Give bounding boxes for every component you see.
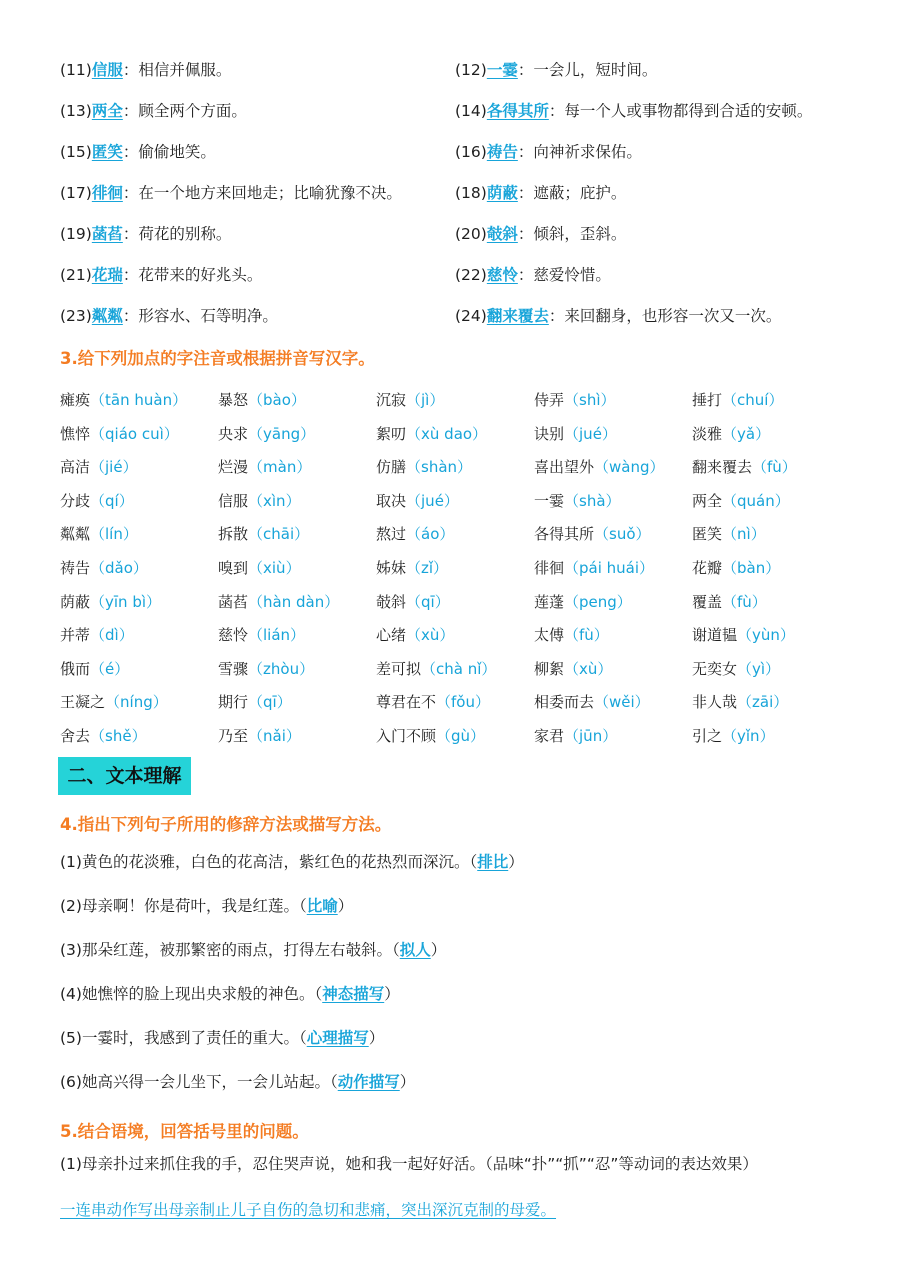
- pinyin-row: [60, 653, 890, 687]
- pinyin-item: 各得其所（suǒ）: [534, 525, 651, 544]
- definition-row: [60, 216, 880, 257]
- section-title: 二、文本理解: [58, 757, 191, 795]
- pinyin-item: 翻来覆去（fù）: [692, 458, 797, 477]
- question-3-heading: 3.给下列加点的字注音或根据拼音写汉字。: [60, 349, 375, 368]
- pinyin-item: 心绪（xù）: [376, 626, 455, 645]
- answer: 神态描写: [322, 985, 385, 1003]
- definition-row: [60, 52, 880, 93]
- definition-item: (24)翻来覆去：来回翻身，也形容一次又一次。: [455, 307, 782, 325]
- pinyin-item: 瘫痪（tān huàn）: [60, 391, 188, 409]
- pinyin-item: 王凝之（níng）: [60, 693, 168, 712]
- pinyin-row: [60, 552, 890, 586]
- pinyin-item: 诀别（jué）: [534, 424, 617, 443]
- pinyin-item: 拆散（chāi）: [218, 525, 310, 544]
- question-item: (3)那朵红莲，被那繁密的雨点，打得左右攲斜。（拟人）: [60, 941, 447, 959]
- definition-item: (14)各得其所：每一个人或事物都得到合适的安顿。: [455, 102, 813, 120]
- definition-item: (17)徘徊：在一个地方来回地走；比喻犹豫不决。: [60, 184, 402, 202]
- pinyin-item: 粼粼（lín）: [60, 525, 138, 544]
- pinyin-item: 嗅到（xiù）: [218, 558, 301, 577]
- pinyin-item: 无奕女（yì）: [692, 659, 781, 678]
- pinyin-item: 引之（yǐn）: [692, 726, 775, 745]
- definition-item: (22)慈怜：慈爱怜惜。: [455, 266, 611, 284]
- pinyin-item: 尊君在不（fǒu）: [376, 693, 490, 712]
- answer: 排比: [477, 853, 509, 871]
- pinyin-item: 央求（yāng）: [218, 424, 316, 443]
- pinyin-item: 絮叨（xù dao）: [376, 424, 488, 443]
- pinyin-row: [60, 686, 890, 720]
- definition-item: (13)两全：顾全两个方面。: [60, 102, 247, 120]
- pinyin-item: 柳絮（xù）: [534, 659, 613, 678]
- pinyin-item: 慈怜（lián）: [218, 626, 306, 645]
- pinyin-item: 太傅（fù）: [534, 626, 609, 645]
- pinyin-item: 荫蔽（yīn bì）: [60, 592, 162, 611]
- pinyin-row: [60, 485, 890, 519]
- question-4-heading: 4.指出下列句子所用的修辞方法或描写方法。: [60, 815, 392, 834]
- question-5-heading: 5.结合语境，回答括号里的问题。: [60, 1122, 309, 1141]
- vocabulary-definitions: [60, 52, 880, 339]
- pinyin-item: 入门不顾（gù）: [376, 726, 486, 745]
- pinyin-row: [60, 518, 890, 552]
- pinyin-item: 高洁（jié）: [60, 458, 138, 477]
- definition-item: (12)一霎：一会儿，短时间。: [455, 61, 658, 79]
- question-5-text: (1)母亲扑过来抓住我的手，忍住哭声说，她和我一起好好活。（品味“扑”“抓”“忍”等动词的表达效果）: [60, 1155, 758, 1173]
- pinyin-item: 乃至（nǎi）: [218, 726, 301, 745]
- pinyin-item: 分歧（qí）: [60, 491, 134, 510]
- pinyin-item: 攲斜（qī）: [376, 592, 450, 611]
- question-item: (6)她高兴得一会儿坐下，一会儿站起。（动作描写）: [60, 1073, 416, 1091]
- definition-row: [60, 298, 880, 339]
- pinyin-item: 祷告（dǎo）: [60, 558, 148, 577]
- pinyin-item: 暴怒（bào）: [218, 391, 306, 409]
- question-item: (4)她憔悴的脸上现出央求般的神色。（神态描写）: [60, 985, 400, 1003]
- pinyin-row: [60, 619, 890, 653]
- pinyin-item: 信服（xìn）: [218, 491, 301, 510]
- pinyin-table: [60, 384, 890, 754]
- pinyin-item: 花瓣（bàn）: [692, 558, 781, 577]
- pinyin-item: 捶打（chuí）: [692, 391, 784, 409]
- pinyin-item: 侍弄（shì）: [534, 391, 616, 409]
- pinyin-item: 匿笑（nì）: [692, 525, 766, 544]
- answer: 心理描写: [306, 1029, 369, 1047]
- pinyin-item: 谢道韫（yùn）: [692, 626, 795, 645]
- definition-item: (15)匿笑：偷偷地笑。: [60, 143, 216, 161]
- definition-row: [60, 93, 880, 134]
- pinyin-item: 家君（jūn）: [534, 726, 618, 745]
- pinyin-item: 两全（quán）: [692, 491, 790, 510]
- definition-item: (18)荫蔽：遮蔽；庇护。: [455, 184, 627, 202]
- pinyin-item: 俄而（é）: [60, 659, 130, 678]
- pinyin-row: [60, 720, 890, 754]
- definition-row: [60, 175, 880, 216]
- question-5-answer: 一连串动作写出母亲制止儿子自伤的急切和悲痛，突出深沉克制的母爱。: [60, 1201, 557, 1219]
- definition-row: [60, 134, 880, 175]
- definition-row: [60, 257, 880, 298]
- pinyin-item: 沉寂（jì）: [376, 391, 445, 409]
- pinyin-item: 菡萏（hàn dàn）: [218, 592, 340, 611]
- pinyin-item: 取决（jué）: [376, 491, 459, 510]
- pinyin-item: 莲蓬（peng）: [534, 592, 632, 611]
- definition-item: (19)菡萏：荷花的别称。: [60, 225, 232, 243]
- question-4-items: [60, 842, 880, 1106]
- pinyin-item: 徘徊（pái huái）: [534, 558, 655, 577]
- definition-item: (16)祷告：向神祈求保佑。: [455, 143, 642, 161]
- pinyin-item: 一霎（shà）: [534, 491, 621, 510]
- pinyin-item: 覆盖（fù）: [692, 592, 767, 611]
- definition-item: (21)花瑞：花带来的好兆头。: [60, 266, 263, 284]
- pinyin-item: 并蒂（dì）: [60, 626, 134, 645]
- question-item: (1)黄色的花淡雅，白色的花高洁，紫红色的花热烈而深沉。（排比）: [60, 853, 524, 871]
- pinyin-item: 喜出望外（wàng）: [534, 458, 665, 477]
- pinyin-item: 相委而去（wěi）: [534, 693, 650, 712]
- pinyin-item: 仿膳（shàn）: [376, 458, 473, 477]
- pinyin-row: [60, 418, 890, 452]
- pinyin-item: 非人哉（zāi）: [692, 693, 789, 712]
- pinyin-item: 姊妹（zǐ）: [376, 558, 449, 577]
- pinyin-item: 舍去（shě）: [60, 726, 147, 745]
- pinyin-item: 憔悴（qiáo cuì）: [60, 424, 179, 443]
- definition-item: (20)攲斜：倾斜，歪斜。: [455, 225, 627, 243]
- pinyin-item: 期行（qī）: [218, 693, 292, 712]
- question-item: (2)母亲啊！你是荷叶，我是红莲。（比喻）: [60, 897, 354, 915]
- pinyin-item: 雪骤（zhòu）: [218, 659, 315, 678]
- pinyin-row: [60, 384, 890, 418]
- definition-item: (23)粼粼：形容水、石等明净。: [60, 307, 278, 325]
- pinyin-row: [60, 451, 890, 485]
- pinyin-item: 差可拟（chà nǐ）: [376, 659, 497, 678]
- answer: 动作描写: [337, 1073, 400, 1091]
- definition-item: (11)信服：相信并佩服。: [60, 61, 232, 79]
- pinyin-item: 烂漫（màn）: [218, 458, 312, 477]
- pinyin-row: [60, 586, 890, 620]
- answer: 比喻: [306, 897, 338, 915]
- answer: 拟人: [399, 941, 431, 959]
- question-item: (5)一霎时，我感到了责任的重大。（心理描写）: [60, 1029, 385, 1047]
- pinyin-item: 熬过（áo）: [376, 525, 455, 544]
- pinyin-item: 淡雅（yǎ）: [692, 424, 771, 443]
